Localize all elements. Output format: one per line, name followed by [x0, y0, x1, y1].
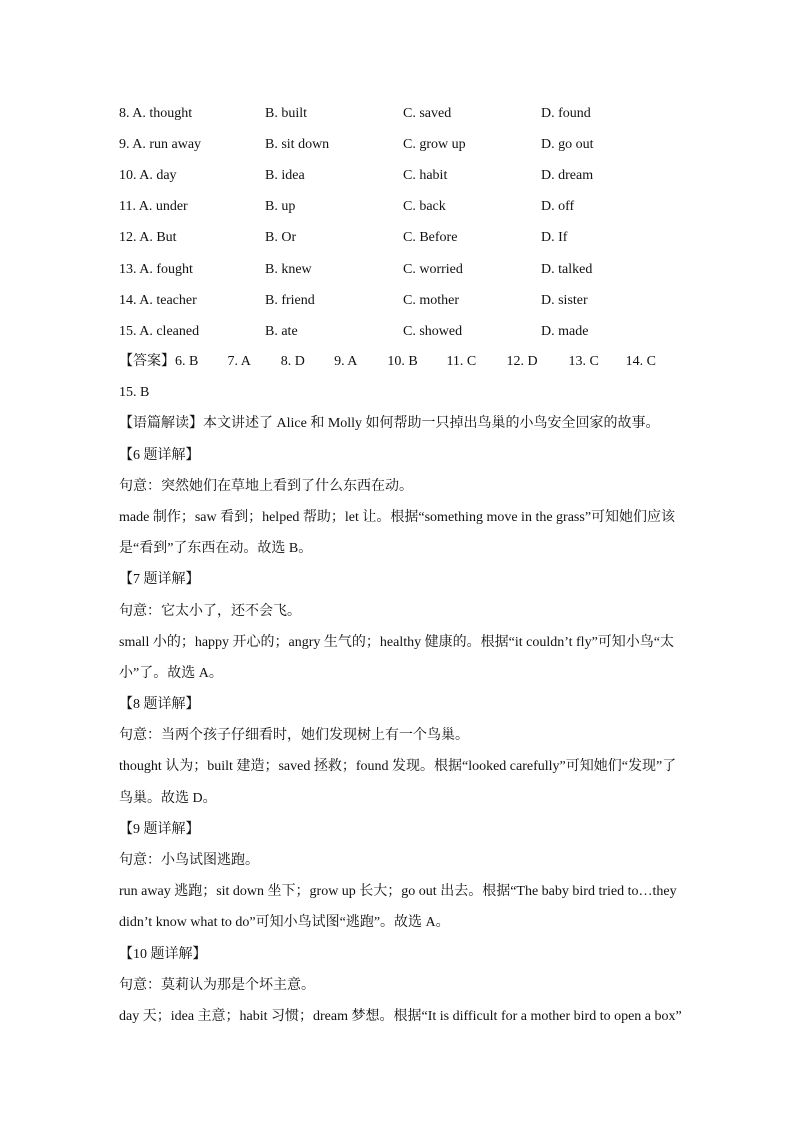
option-a: 10. A. day — [119, 167, 177, 183]
option-row — [119, 129, 661, 160]
option-row — [119, 285, 661, 316]
answer-item: 10. B — [387, 354, 418, 369]
option-b: B. Or — [265, 230, 297, 246]
option-c: C. habit — [403, 167, 448, 183]
option-c: C. worried — [403, 261, 463, 277]
option-b: B. ate — [265, 323, 298, 339]
option-d: D. If — [541, 230, 568, 246]
answer-item: 7. A — [227, 354, 251, 369]
answer-item: 12. D — [506, 354, 538, 369]
options-table — [119, 98, 661, 348]
detail-line: 句意：突然她们在草地上看到了什么东西在动。 — [119, 478, 413, 494]
detail-line: 句意：它太小了，还不会飞。 — [119, 603, 301, 619]
option-row — [119, 192, 661, 223]
detail-line: thought 认为；built 建造；saved 拯救；found 发现。根据“looked carefully”可知她们“发现”了 — [119, 759, 677, 775]
option-row — [119, 160, 661, 191]
detail-line: 鸟巢。故选 D。 — [119, 790, 217, 806]
detail-heading: 【8 题详解】 — [119, 697, 200, 713]
detail-line: 句意：当两个孩子仔细看时，她们发现树上有一个鸟巢。 — [119, 728, 469, 744]
option-b: B. friend — [265, 292, 315, 308]
detail-line: 句意：小鸟试图逃跑。 — [119, 853, 259, 868]
detail-heading: 【10 题详解】 — [119, 946, 207, 962]
option-c: C. grow up — [403, 136, 466, 152]
detail-line: 小”了。故选 A。 — [119, 665, 223, 681]
option-d: D. off — [541, 199, 575, 215]
answer-item: 11. C — [446, 354, 477, 369]
option-a: 14. A. teacher — [119, 292, 197, 308]
option-a: 8. A. thought — [119, 105, 193, 121]
option-d: D. found — [541, 105, 591, 121]
option-c: C. back — [403, 199, 446, 215]
option-a: 11. A. under — [119, 199, 188, 215]
option-row — [119, 254, 661, 285]
detail-heading: 【9 题详解】 — [119, 821, 200, 837]
detail-heading: 【7 题详解】 — [119, 572, 200, 588]
answer-item: 8. D — [280, 354, 305, 369]
option-d: D. dream — [541, 167, 594, 183]
answer-row — [119, 346, 679, 377]
detail-heading: 【6 题详解】 — [119, 447, 200, 463]
detail-line: 句意：莫莉认为那是个坏主意。 — [119, 977, 315, 993]
option-d: D. made — [541, 323, 589, 339]
answer-label: 【答案】6. B — [119, 354, 199, 369]
option-a: 12. A. But — [119, 230, 177, 246]
option-c: C. saved — [403, 105, 452, 121]
detail-line: made 制作；saw 看到；helped 帮助；let 让。根据“something move in the grass”可知她们应该 — [119, 509, 676, 525]
explanation-block — [119, 346, 682, 1032]
option-a: 9. A. run away — [119, 136, 202, 152]
option-c: C. showed — [403, 323, 463, 339]
option-d: D. talked — [541, 261, 593, 277]
option-b: B. sit down — [265, 136, 330, 152]
option-a: 15. A. cleaned — [119, 323, 200, 339]
answer-item: 14. C — [625, 354, 657, 369]
detail-line: day 天；idea 主意；habit 习惯；dream 梦想。根据“It is difficult for a mother bird to open a box” — [119, 1008, 682, 1024]
detail-line: didn’t know what to do”可知小鸟试图“逃跑”。故选 A。 — [119, 915, 450, 931]
option-row — [119, 223, 661, 254]
option-d: D. sister — [541, 292, 588, 308]
option-b: B. up — [265, 199, 296, 215]
answer-item: 9. A — [334, 354, 358, 369]
option-row — [119, 316, 661, 347]
option-d: D. go out — [541, 136, 594, 152]
option-c: C. Before — [403, 230, 458, 246]
passage-summary: 【语篇解读】本文讲述了 Alice 和 Molly 如何帮助一只掉出鸟巢的小鸟安全回家的故事。 — [119, 416, 660, 432]
option-b: B. idea — [265, 167, 305, 183]
detail-line: small 小的；happy 开心的；angry 生气的；healthy 健康的。根据“it couldn’t fly”可知小鸟“太 — [119, 634, 675, 650]
detail-line: 是“看到”了东西在动。故选 B。 — [119, 541, 313, 557]
answer-item: 13. C — [568, 354, 599, 369]
option-a: 13. A. fought — [119, 261, 193, 277]
detail-line: run away 逃跑；sit down 坐下；grow up 长大；go out 出去。根据“The baby bird tried to…they — [119, 884, 677, 900]
option-row — [119, 98, 661, 129]
option-b: B. knew — [265, 261, 312, 277]
option-b: B. built — [265, 105, 308, 121]
answer-last: 15. B — [119, 385, 150, 401]
option-c: C. mother — [403, 292, 459, 308]
